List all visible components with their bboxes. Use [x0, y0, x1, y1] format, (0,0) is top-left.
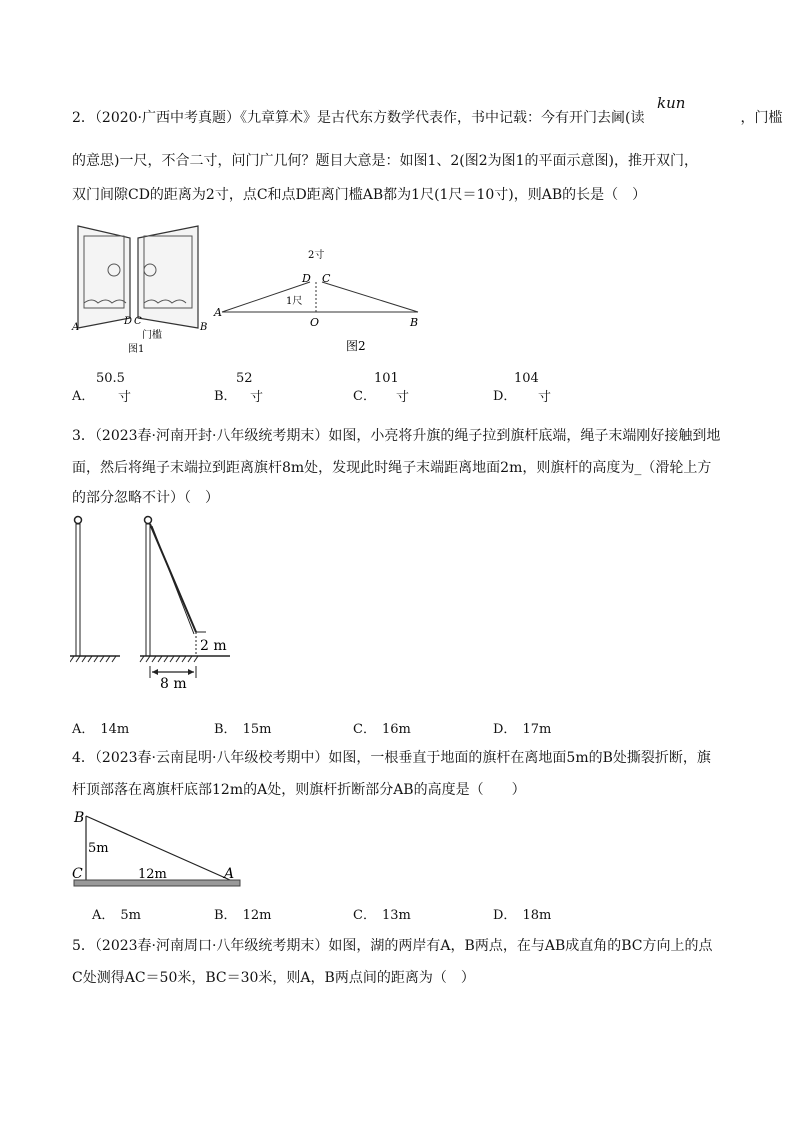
q2-line3: 双门间隙CD的距离为2寸，点C和点D距离门槛AB都为1尺(1尺＝10寸)，则AB的长是（ ）	[72, 187, 647, 203]
q4-option-c[interactable]	[353, 904, 411, 923]
q5-line2: C处测得AC＝50米，BC＝30米，则A，B两点间的距离为（ ）	[72, 970, 475, 986]
q3-option-d[interactable]	[493, 718, 551, 737]
kun-pinyin: kun	[657, 94, 686, 112]
q4-option-d-value: 18m	[522, 908, 552, 923]
q3-option-b-letter: B．	[214, 722, 237, 737]
q4-option-c-letter: C．	[353, 908, 376, 923]
fig2-label-c: C	[322, 272, 331, 285]
fig2-label-d: D	[302, 272, 311, 285]
fig2-caption: 图2	[346, 339, 366, 353]
q3-option-d-value: 17m	[522, 722, 552, 737]
q3-option-b-value: 15m	[242, 722, 272, 737]
q5-line1: 5．（2023春·河南周口·八年级统考期末）如图，湖的两岸有A，B两点，在与AB成直角的BC方向上的点	[72, 938, 713, 954]
q2-option-b-letter[interactable]: B．	[214, 389, 237, 404]
fig2-label-o: O	[310, 316, 320, 329]
q4-option-c-value: 13m	[381, 908, 411, 923]
fig1-label-a: A	[72, 322, 80, 333]
q2-line1-end: ，门槛	[740, 110, 783, 126]
q4-option-d[interactable]	[493, 904, 551, 923]
q3-option-b[interactable]	[214, 718, 271, 737]
q4-option-b[interactable]	[214, 904, 271, 923]
q2-option-d-letter[interactable]: D．	[493, 389, 517, 404]
q2-figure-2	[210, 240, 430, 360]
q4-triangle-figure	[70, 806, 250, 890]
fig2-2cun: 2寸	[308, 250, 325, 261]
q4-option-b-letter: B．	[214, 908, 237, 923]
q4-option-a-value: 5m	[120, 908, 141, 923]
q4-line1: 4．（2023春·云南昆明·八年级校考期中）如图，一根垂直于地面的旗杆在离地面5m的B处撕裂折断，旗	[72, 750, 711, 766]
fig1-label-c: C	[134, 316, 142, 327]
q2-option-b-num: 52	[236, 371, 253, 386]
q3-option-c-letter: C．	[353, 722, 376, 737]
q2-figure-1	[70, 218, 210, 358]
q2-line2: 的意思)一尺，不合二寸，问门广几何？题目大意是：如图1、2(图2为图1的平面示意图)，推开双门，	[72, 153, 699, 169]
q2-option-a-num: 50.5	[96, 371, 125, 386]
q2-option-b-unit: 寸	[250, 390, 264, 405]
q2-option-d-num: 104	[514, 371, 539, 386]
q3-line2: 面，然后将绳子末端拉到距离旗杆8m处，发现此时绳子末端距离地面2m，则旗杆的高度为_（滑轮上方	[72, 460, 712, 476]
q4-label-c: C	[72, 866, 83, 882]
q2-option-a-letter[interactable]: A．	[72, 389, 95, 404]
q4-option-b-value: 12m	[242, 908, 272, 923]
q2-option-c-num: 101	[374, 371, 399, 386]
q4-base-label: 12m	[138, 867, 167, 882]
q3-height-label: 2 m	[200, 638, 227, 654]
fig2-1chi: 1尺	[286, 296, 303, 307]
q3-option-c-value: 16m	[381, 722, 411, 737]
fig2-label-b: B	[410, 316, 419, 329]
q2-option-c-unit: 寸	[396, 390, 410, 405]
q2-option-a-unit: 寸	[118, 390, 132, 405]
fig1-label-b: B	[200, 322, 208, 333]
q3-option-a-letter: A．	[72, 722, 95, 737]
q3-flagpole-figure	[70, 512, 240, 692]
q3-option-a-value: 14m	[100, 722, 130, 737]
q4-label-b: B	[74, 810, 85, 826]
q3-line1: 3．（2023春·河南开封·八年级统考期末）如图，小亮将升旗的绳子拉到旗杆底端，绳子末端刚好接触到地	[72, 428, 721, 444]
q3-distance-label: 8 m	[160, 676, 187, 692]
q2-option-c-letter[interactable]: C．	[353, 389, 376, 404]
q4-label-a: A	[224, 866, 235, 882]
q4-side-label: 5m	[88, 841, 109, 856]
fig1-label-d: D	[124, 316, 133, 327]
q3-option-c[interactable]	[353, 718, 411, 737]
q2-line1-text: 2．（2020·广西中考真题）《九章算术》是古代东方数学代表作，书中记载：今有开门去阃(读	[72, 110, 645, 126]
q4-option-a-letter: A．	[92, 908, 115, 923]
q3-option-d-letter: D．	[493, 722, 517, 737]
q4-line2: 杆顶部落在离旗杆底部12m的A处，则旗杆折断部分AB的高度是（ ）	[72, 782, 526, 798]
q2-option-d-unit: 寸	[538, 390, 552, 405]
q4-option-a[interactable]	[92, 904, 141, 923]
q3-line3: 的部分忽略不计）（ ）	[72, 490, 219, 506]
fig1-sill-label: 门槛	[142, 330, 162, 341]
fig2-label-a: A	[214, 306, 222, 319]
q3-option-a[interactable]	[72, 718, 129, 737]
fig1-caption: 图1	[128, 344, 145, 355]
q4-option-d-letter: D．	[493, 908, 517, 923]
